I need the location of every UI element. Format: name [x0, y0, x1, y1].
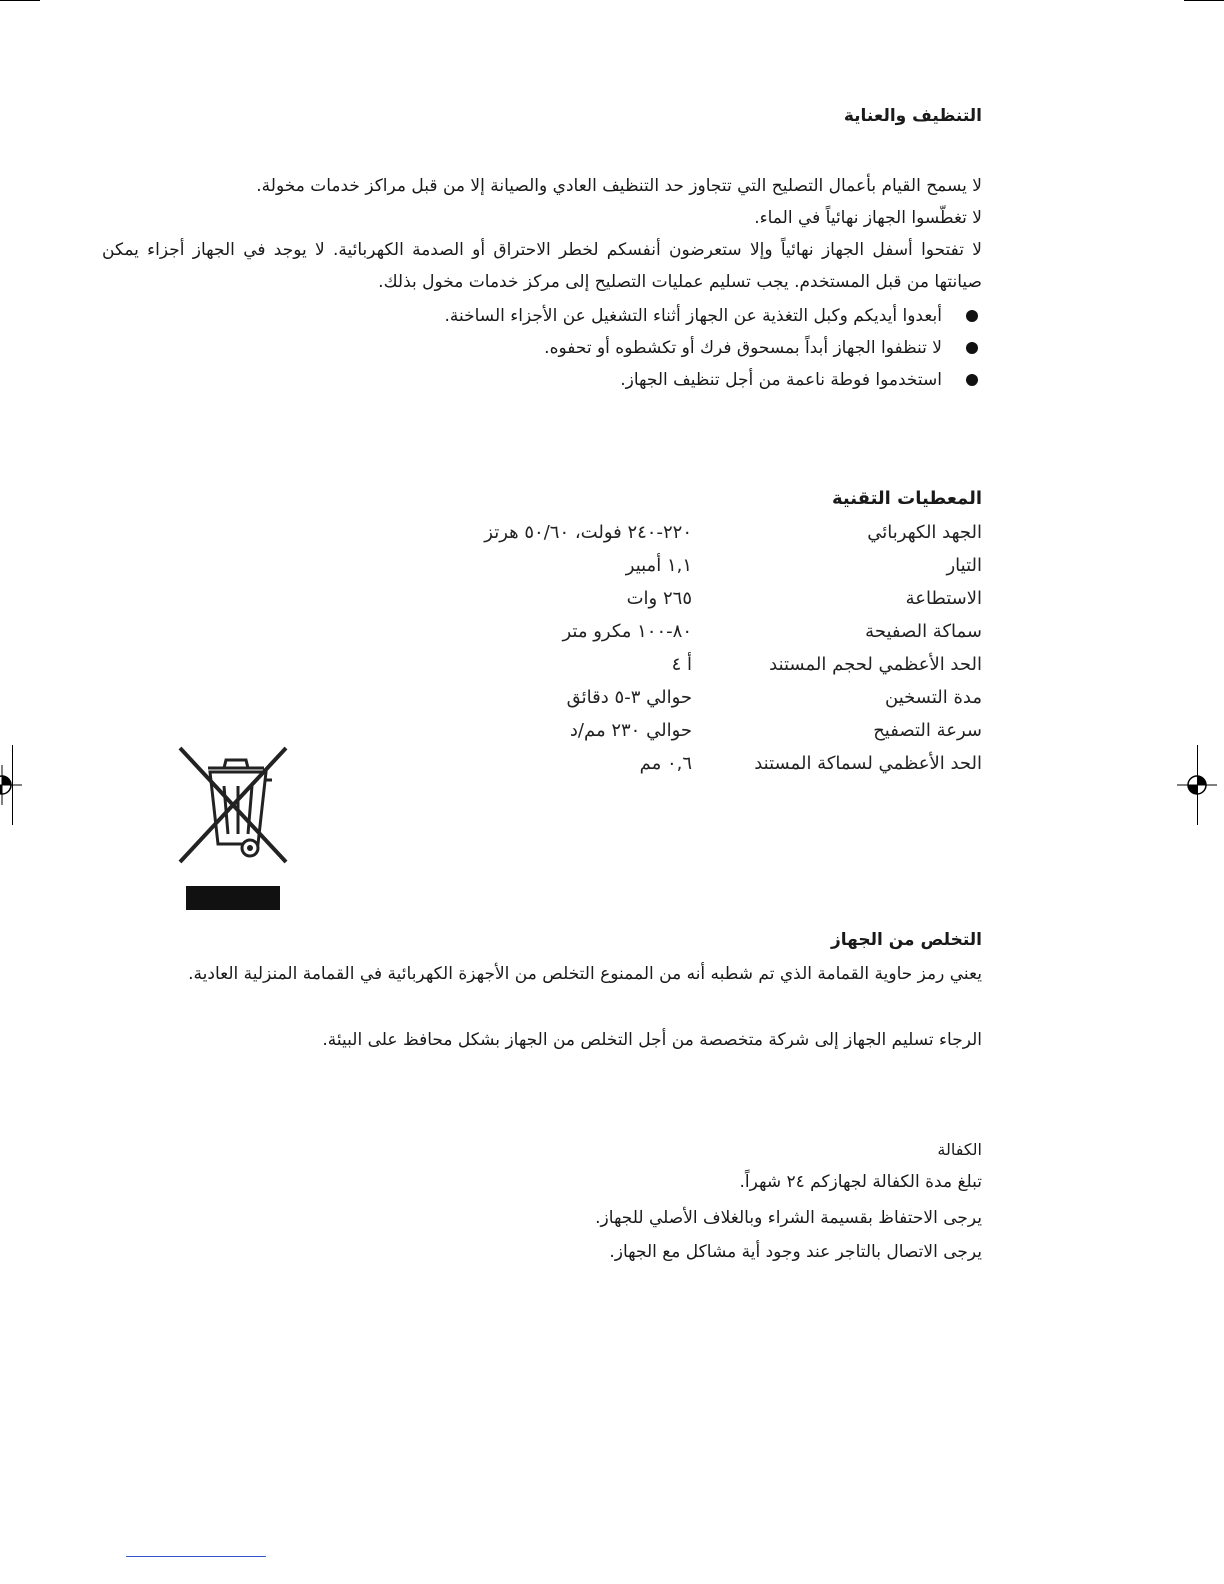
spec-label: مدة التسخين	[885, 687, 982, 708]
disposal-paragraph-2: الرجاء تسليم الجهاز إلى شركة متخصصة من أجل التخلص من الجهاز بشكل محافظ على البيئة.	[322, 1030, 982, 1050]
spec-label: الجهد الكهربائي	[867, 522, 982, 543]
spec-row	[422, 555, 982, 588]
list-item: لا تنظفوا الجهاز أبداً بمسحوق فرك أو تكشطوه أو تحفوه.	[102, 332, 982, 364]
warranty-title: الكفالة	[937, 1140, 982, 1159]
list-item: استخدموا فوطة ناعمة من أجل تنظيف الجهاز.	[102, 364, 982, 396]
spec-row	[422, 522, 982, 555]
cleaning-title: التنظيف والعناية	[843, 106, 982, 126]
cleaning-bullet-list	[102, 300, 982, 396]
warranty-line-3: يرجى الاتصال بالتاجر عند وجود أية مشاكل مع الجهاز.	[609, 1242, 982, 1262]
disposal-paragraph-1: يعني رمز حاوية القمامة الذي تم شطبه أنه من الممنوع التخلص من الأجهزة الكهربائية في القمامة المنزلية العادية.	[188, 964, 982, 984]
spec-label: سرعة التصفيح	[873, 720, 982, 741]
spec-row	[422, 621, 982, 654]
bullet-icon	[966, 374, 978, 386]
spec-row	[422, 654, 982, 687]
weee-symbol	[172, 740, 292, 920]
warranty-line-1: تبلغ مدة الكفالة لجهازكم ٢٤ شهراً.	[739, 1172, 982, 1192]
reg-line-right	[1197, 745, 1198, 825]
spec-value: ١,١ أمبير	[625, 555, 692, 576]
registration-mark-left	[0, 765, 22, 805]
spec-value: ٢٢٠-٢٤٠ فولت، ٥٠/٦٠ هرتز	[484, 522, 692, 543]
disposal-title: التخلص من الجهاز	[830, 930, 982, 950]
spec-label: التيار	[946, 555, 982, 576]
trim-mark-top-right	[1184, 0, 1224, 1]
spec-value: ٨٠-١٠٠ مكرو متر	[562, 621, 692, 642]
spec-label: الحد الأعظمي لسماكة المستند	[754, 753, 982, 774]
registration-mark-icon	[0, 765, 22, 805]
footer-line	[126, 1556, 266, 1557]
spec-row	[422, 720, 982, 753]
spec-value: ٢٦٥ وات	[626, 588, 692, 609]
cleaning-paragraph-3: لا تفتحوا أسفل الجهاز نهائياً وإلا ستعرضون أنفسكم لخطر الاحتراق أو الصدمة الكهربائية. لا يوجد في الجهاز أجزاء يمكن صيانتها من قبل المستخدم. يجب تسليم عمليات التصليح إلى مركز خدمات مخول بذلك.	[102, 240, 982, 292]
list-item: أبعدوا أيديكم وكبل التغذية عن الجهاز أثناء التشغيل عن الأجزاء الساخنة.	[102, 300, 982, 332]
specs-title: المعطيات التقنية	[832, 488, 982, 509]
spec-label: سماكة الصفيحة	[865, 621, 982, 642]
spec-value: أ ٤	[671, 654, 692, 675]
spec-row	[422, 588, 982, 621]
spec-value: ٠,٦ مم	[639, 753, 692, 774]
bullet-icon	[966, 310, 978, 322]
reg-line-left	[12, 745, 13, 825]
warranty-line-2: يرجى الاحتفاظ بقسيمة الشراء وبالغلاف الأصلي للجهاز.	[595, 1208, 982, 1228]
bullet-icon	[966, 342, 978, 354]
crossed-out-wheelie-bin-icon	[172, 740, 292, 920]
spec-row	[422, 753, 982, 786]
spec-label: الحد الأعظمي لحجم المستند	[769, 654, 982, 675]
cleaning-paragraph-1: لا يسمح القيام بأعمال التصليح التي تتجاوز حد التنظيف العادي والصيانة إلا من قبل مراكز خدمات مخولة.	[256, 176, 982, 196]
cleaning-paragraph-2: لا تغطّسوا الجهاز نهائياً في الماء.	[754, 208, 982, 228]
spec-row	[422, 687, 982, 720]
spec-value: حوالي ٢٣٠ مم/د	[569, 720, 692, 741]
spec-value: حوالي ٣-٥ دقائق	[566, 687, 692, 708]
spec-label: الاستطاعة	[905, 588, 982, 609]
trim-mark-top-left	[0, 0, 40, 1]
